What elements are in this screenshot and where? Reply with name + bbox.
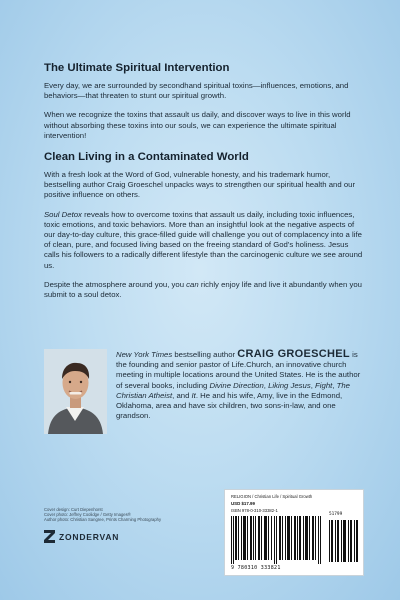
credit-line: Cover design: Curt Diepenhorst (44, 507, 103, 512)
book-title: Divine Direction (209, 380, 264, 390)
author-bio (116, 349, 366, 421)
book-title: The Christian Atheist (116, 380, 350, 400)
publisher-name: ZONDERVAN (59, 531, 120, 542)
paragraph-intervention-1: Every day, we are surrounded by secondhand spiritual toxins—influences, emotions, and behaviors—that threaten to stunt our spiritual growth. (44, 81, 349, 101)
zondervan-z-icon (44, 530, 55, 543)
description-block (44, 62, 364, 309)
cover-credits (44, 507, 161, 522)
credit-line: Cover photo: Jeffrey Coolidge / Getty Images® (44, 512, 131, 517)
section-heading-intervention: The Ultimate Spiritual Intervention (44, 62, 230, 74)
author-portrait-illustration (44, 349, 107, 434)
barcode-addon-digits: 51799 (329, 512, 343, 517)
paragraph-clean-living-2 (44, 210, 364, 271)
paragraph-clean-living-3-b: richly enjoy life and live it abundantly when you submit to a soul detox. (44, 279, 362, 300)
barcode-price: USD $17.99 (231, 501, 255, 506)
author-photo (44, 349, 107, 434)
barcode-panel (224, 489, 364, 576)
publisher-logo (44, 530, 119, 543)
book-title: It (191, 390, 196, 400)
price-addon-barcode (329, 520, 359, 562)
book-title-soul-detox: Soul Detox (44, 209, 82, 219)
book-separator: , (332, 380, 337, 390)
author-lead: bestselling author (172, 350, 238, 359)
book-title: Fight (315, 380, 333, 390)
paragraph-clean-living-3-a: Despite the atmosphere around you, you (44, 279, 187, 289)
section-heading-clean-living: Clean Living in a Contaminated World (44, 151, 249, 164)
nyt-label: New York Times (116, 350, 173, 359)
book-separator: , (263, 380, 269, 390)
author-bio-part-1: is the founding and senior pastor of Life.Church, an innovative church meeting in multiple locations around the United States. He is the author of several books, including (116, 350, 361, 390)
book-separator: , (310, 380, 316, 390)
credit-line: Author photo: Christian Sangree, Prints Charming Photography (44, 517, 162, 522)
paragraph-clean-living-1: With a fresh look at the Word of God, vulnerable honesty, and his trademark humor, bestselling author Craig Groeschel unpacks ways to strengthen our spiritual health and our positive influence on others. (44, 170, 356, 200)
barcode-isbn: ISBN 978-0-310-33382-1 (231, 508, 278, 513)
barcode-digits: 9 780310 333821 (231, 565, 281, 571)
barcode-category: RELIGION / Christian Life / Spiritual Growth (231, 494, 313, 499)
emphasis-can: can (186, 279, 199, 289)
author-bio-part-2: . He and his wife, Amy, live in the Edmond, Oklahoma, area and have six children, two sons-in-law, and one grandson. (116, 390, 343, 421)
book-separator: , and (172, 390, 192, 400)
paragraph-clean-living-3 (44, 280, 364, 300)
paragraph-clean-living-2-text: reveals how to overcome toxins that assault us daily, including toxic influences, toxic emotions, and toxic behaviors. More than an insightful look at the negative aspects of our day-to-day culture, this grace-filled guide will challenge you out of complacency into a life of clean, pure, and focused living based on the freeing standard of God's holiness. Jesus calls his followers to a radically different lifestyle than the carcinogenic culture we see around us. (44, 209, 363, 270)
author-name: CRAIG GROESCHEL (237, 348, 350, 360)
isbn-barcode (231, 516, 323, 564)
book-title: Liking Jesus (268, 380, 311, 390)
paragraph-intervention-2: When we recognize the toxins that assault us daily, and discover ways to live in this world without absorbing these toxins into our souls, we can experience the ultimate spiritual intervention! (44, 110, 351, 140)
